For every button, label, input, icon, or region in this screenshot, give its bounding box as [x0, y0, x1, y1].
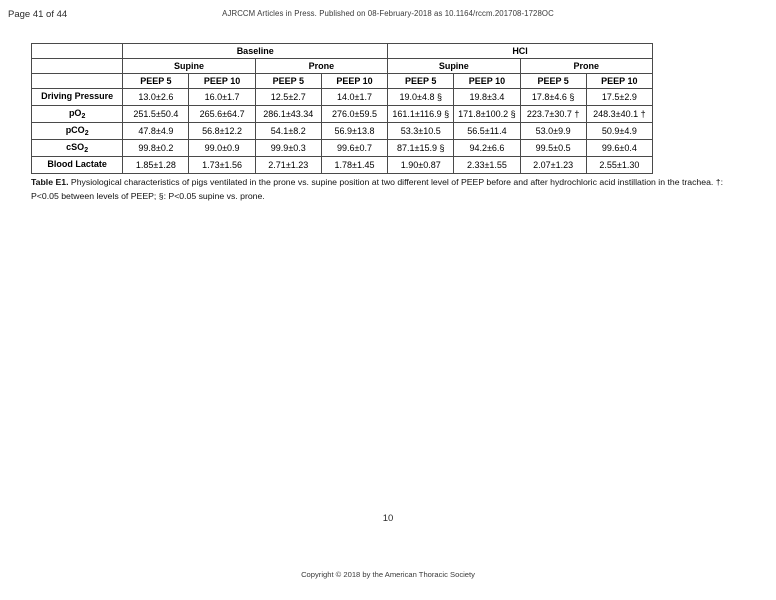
- position-header-hcl-supine: Supine: [388, 59, 520, 74]
- caption-text: Physiological characteristics of pigs ventilated in the prone vs. supine position at two different level of PEEP before and after hydrochloric acid instillation in the trachea. †: P<0.05 between levels of PEEP; §: P<0.05 supine vs. prone.: [31, 177, 724, 201]
- cell-1-2: 286.1±43.34: [255, 106, 321, 123]
- cell-4-1: 1.73±1.56: [189, 157, 255, 174]
- cell-4-4: 1.90±0.87: [388, 157, 454, 174]
- cell-3-2: 99.9±0.3: [255, 140, 321, 157]
- peep-header-0: PEEP 5: [123, 74, 189, 89]
- row-label-text: Driving Pressure: [41, 91, 114, 101]
- cell-1-0: 251.5±50.4: [123, 106, 189, 123]
- cell-0-7: 17.5±2.9: [586, 89, 652, 106]
- table-e1-container: [31, 43, 653, 174]
- cell-0-3: 14.0±1.7: [321, 89, 387, 106]
- cell-3-3: 99.6±0.7: [321, 140, 387, 157]
- cell-3-5: 94.2±6.6: [454, 140, 520, 157]
- row-label-blood-lactate: [32, 157, 123, 174]
- cell-2-0: 47.8±4.9: [123, 123, 189, 140]
- table-row: [32, 140, 653, 157]
- position-header-baseline-prone: Prone: [255, 59, 387, 74]
- cell-4-0: 1.85±1.28: [123, 157, 189, 174]
- spacer-cell: [32, 59, 123, 74]
- cell-3-6: 99.5±0.5: [520, 140, 586, 157]
- cell-1-6: 223.7±30.7 †: [520, 106, 586, 123]
- cell-2-7: 50.9±4.9: [586, 123, 652, 140]
- cell-2-3: 56.9±13.8: [321, 123, 387, 140]
- row-label-cso2: [32, 140, 123, 157]
- corner-cell: [32, 44, 123, 59]
- row-label-subscript: 2: [84, 130, 89, 137]
- row-label-subscript: 2: [84, 147, 89, 154]
- cell-4-6: 2.07±1.23: [520, 157, 586, 174]
- peep-header-5: PEEP 10: [454, 74, 520, 89]
- page-label: Page 41 of 44: [8, 9, 68, 20]
- table-row: [32, 89, 653, 106]
- peep-header-1: PEEP 10: [189, 74, 255, 89]
- caption-label: Table E1.: [31, 177, 69, 187]
- cell-2-4: 53.3±10.5: [388, 123, 454, 140]
- cell-1-4: 161.1±116.9 §: [388, 106, 454, 123]
- cell-2-6: 53.0±9.9: [520, 123, 586, 140]
- peep-header-7: PEEP 10: [586, 74, 652, 89]
- row-label-text: pO: [68, 108, 82, 118]
- table-row: [32, 157, 653, 174]
- cell-1-7: 248.3±40.1 †: [586, 106, 652, 123]
- page-number: 10: [382, 513, 394, 524]
- cell-0-4: 19.0±4.8 §: [388, 89, 454, 106]
- physiological-characteristics-table: [31, 43, 653, 174]
- cell-4-2: 2.71±1.23: [255, 157, 321, 174]
- peep-header-3: PEEP 10: [321, 74, 387, 89]
- cell-0-1: 16.0±1.7: [189, 89, 255, 106]
- peep-header-6: PEEP 5: [520, 74, 586, 89]
- press-citation-line: AJRCCM Articles in Press. Published on 08-February-2018 as 10.1164/rccm.201708-1728OC: [222, 9, 554, 18]
- row-label-text: pCO: [65, 125, 85, 135]
- row-label-pco2: [32, 123, 123, 140]
- cell-3-7: 99.6±0.4: [586, 140, 652, 157]
- table-caption: [31, 176, 731, 203]
- cell-4-7: 2.55±1.30: [586, 157, 652, 174]
- row-label-subscript: 2: [81, 113, 86, 120]
- cell-3-0: 99.8±0.2: [123, 140, 189, 157]
- cell-1-5: 171.8±100.2 §: [454, 106, 520, 123]
- group-header-hcl: HCl: [388, 44, 653, 59]
- cell-4-5: 2.33±1.55: [454, 157, 520, 174]
- cell-0-0: 13.0±2.6: [123, 89, 189, 106]
- table-row-position-header: [32, 59, 653, 74]
- position-header-hcl-prone: Prone: [520, 59, 652, 74]
- row-label-text: cSO: [66, 142, 85, 152]
- table-row-group-header: [32, 44, 653, 59]
- cell-2-1: 56.8±12.2: [189, 123, 255, 140]
- peep-header-2: PEEP 5: [255, 74, 321, 89]
- table-row: [32, 123, 653, 140]
- cell-2-2: 54.1±8.2: [255, 123, 321, 140]
- cell-0-6: 17.8±4.6 §: [520, 89, 586, 106]
- group-header-baseline: Baseline: [123, 44, 388, 59]
- cell-2-5: 56.5±11.4: [454, 123, 520, 140]
- cell-0-5: 19.8±3.4: [454, 89, 520, 106]
- cell-1-1: 265.6±64.7: [189, 106, 255, 123]
- spacer-cell: [32, 74, 123, 89]
- peep-header-4: PEEP 5: [388, 74, 454, 89]
- position-header-baseline-supine: Supine: [123, 59, 255, 74]
- cell-3-4: 87.1±15.9 §: [388, 140, 454, 157]
- table-row: [32, 106, 653, 123]
- copyright-notice: Copyright © 2018 by the American Thoracic Society: [301, 570, 475, 579]
- row-label-text: Blood Lactate: [47, 159, 107, 169]
- cell-0-2: 12.5±2.7: [255, 89, 321, 106]
- row-label-driving-pressure: [32, 89, 123, 106]
- cell-3-1: 99.0±0.9: [189, 140, 255, 157]
- cell-4-3: 1.78±1.45: [321, 157, 387, 174]
- row-label-po2: [32, 106, 123, 123]
- table-row-peep-header: [32, 74, 653, 89]
- cell-1-3: 276.0±59.5: [321, 106, 387, 123]
